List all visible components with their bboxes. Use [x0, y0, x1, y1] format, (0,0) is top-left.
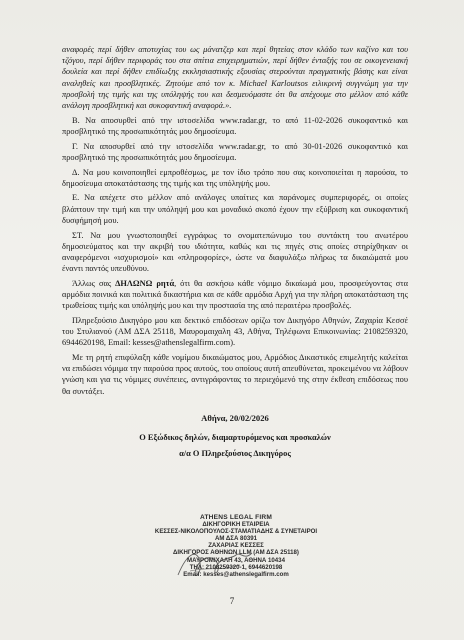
stamp-line: ΔΙΚΗΓΟΡΙΚΗ ΕΤΑΙΡΕΙΑ: [202, 521, 270, 529]
stamp-line: Email: kesses@athenslegalfirm.com: [183, 570, 289, 578]
handwritten-signature: [170, 541, 260, 591]
paragraph-quote-end: αναφορές περί δήθεν αποτυχίας του ως μάνατζερ και περί θητείας στον κλάδο των καζίνο και του τζόγου, περί δήθεν περιφοράς του στα σπίτια επιχειρηματιών, περί δήθεν ένταξής του σε οικογενειακή δουλεία και περί δήθεν επιδίωξης εκκλησιαστικής εξουσίας στερούνται πραγματικής βάσης και είναι αναληθείς και προσβλητικές. Ζητούμε από τον κ. Michael Karloutsos ειλικρινή συγγνώμη για την προσβολή της τιμής και της υπόληψής του και δεσμευόμαστε ότι θα απέχουμε στο μέλλον από κάθε ανάλογη προσβλητική και συκοφαντική αναφορά.».: [62, 45, 408, 111]
page-number: 7: [229, 596, 235, 606]
paragraph-st: ΣΤ. Να μου γνωστοποιηθεί εγγράφως το ονοματεπώνυμο του συντάκτη του ανωτέρου δημοσιεύματος και την ακριβή του ιδιότητα, καθώς και τις πηγές στις οποίες στηρίχθηκαν οι αναφερόμενοι «ισχυρισμοί» και «πληροφορίες», ώστε να διαφυλάξω πλήρως τα δικαιώματά μου έναντι παντός υπευθύνου.: [62, 230, 408, 274]
stamp-line: ΔΙΚΗΓΟΡΟΣ ΑΘΗΝΩΝ LLM (ΑΜ ΔΣΑ 25118): [173, 549, 299, 557]
document-date: Αθήνα, 20/02/2026: [201, 412, 269, 423]
declaration-emphasis: ΔΗΛΩΝΩ ρητά: [115, 278, 175, 288]
stamp-line: ΖΑΧΑΡΙΑΣ ΚΕΣΣΕΣ: [208, 542, 264, 550]
attorney-line: α/α Ο Πληρεξούσιος Δικηγόρος: [179, 449, 291, 459]
stamp-line: ΚΕΣΣΕΣ-ΝΙΚΟΛΟΠΟΥΛΟΣ-ΣΤΑΜΑΤΙΑΔΗΣ & ΣΥΝΕΤΑΙΡΟΙ: [154, 528, 318, 536]
stamp-line: ATHENS LEGAL FIRM: [199, 514, 273, 521]
paragraph-d: Δ. Να μου κοινοποιηθεί εμπροθέσμως, με τον ίδιο τρόπο που σας κοινοποιείται η παρούσα, το δημοσίευμα αποκατάστασης της τιμής και της υπόληψής μου.: [62, 167, 408, 188]
paragraph-attorney: Πληρεξούσιο Δικηγόρο μου και δεκτικό επιδόσεων ορίζω τον Δικηγόρο Αθηνών, Ζαχαρία Κεσσέ του Στυλιανού (ΑΜ ΔΣΑ 25118, Μαυρομαιχαλη 43, Αθήνα, Τηλέφωνα Επικοινωνίας: 2108259320, 6944620198, Email: kesses@athenslegalfirm.com).: [62, 315, 408, 348]
paragraph-b: Β. Να αποσυρθεί από την ιστοσελίδα www.radar.gr, το από 11-02-2026 συκοφαντικό και προσβλητικό της προσωπικότητάς μου δημοσίευμα.: [62, 115, 408, 136]
document-body: [62, 44, 408, 460]
paragraph-e: Ε. Να απέχετε στο μέλλον από ανάλογες υπαίτιες και παράνομες συμπεριφορές, οι οποίες βλάπτουν την τιμή και την υπόληψή μου και μοναδικό σκοπό έχουν την εξύβριση και συκοφαντική δυσφήμησή μου.: [62, 193, 408, 225]
stamp-line: ΜΑΥΡΟΜΙΧΑΛΗ 43, ΑΘΗΝΑ 10434: [187, 556, 285, 564]
paragraph-declaration: [62, 278, 408, 312]
signoff-line: Ο Εξώδικος δηλών, διαμαρτυρόμενος και προσκαλών: [139, 433, 331, 443]
paragraph-reservation: Με τη ρητή επιφύλαξη κάθε νομίμου δικαιώματος μου, Αρμόδιος Δικαστικός επιμελητής καλείται να επιδώσει νόμιμα την παρούσα προς αυτούς, του οποίους αυτή απευθύνεται, προκειμένου να λάβουν γνώση και για τις νόμιμες συνέπειες, αντιγράφοντας το περιεχόμενό της στην έκθεση επιδόσεως που θα συντάξει.: [62, 353, 408, 396]
stamp-line: ΑΜ ΔΣΑ 80391: [214, 535, 258, 543]
paragraph-c: Γ. Να αποσυρθεί από την ιστοσελίδα www.radar.gr, το από 30-01-2026 συκοφαντικό και προσβλητικό της προσωπικότητάς μου δημοσίευμα.: [62, 141, 408, 162]
stamp-line: ΤΗΛ: 2108259320-1, 6944620198: [189, 563, 283, 571]
declaration-text: Άλλως σας ΔΗΛΩΝΩ ρητά, ότι θα ασκήσω κάθε νόμιμο δικαίωμά μου, προσφεύγοντας στα αρμόδια ποινικά και πολιτικά δικαστήρια και σε κάθε αρμόδια Αρχή για την πλήρη αποκατάσταση της τρωθείσας τιμής και υπόληψής μου και την προστασία της από περαιτέρω προσβολές.: [62, 278, 408, 311]
